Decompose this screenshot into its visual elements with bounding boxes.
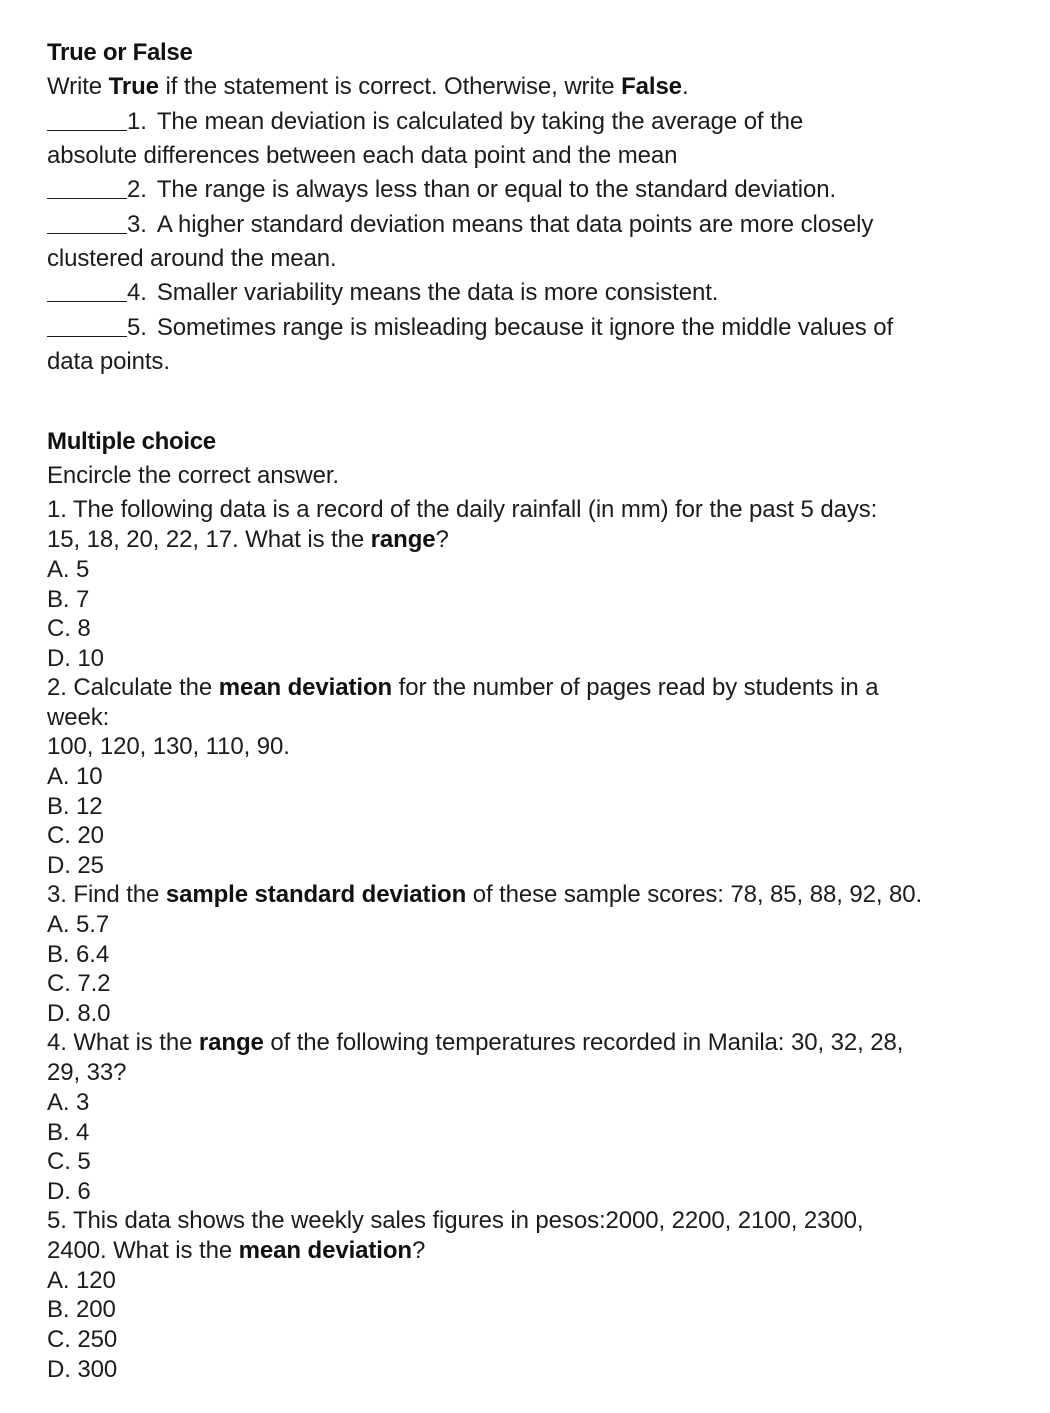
question-1-option-c[interactable]: C. 8 — [47, 615, 91, 642]
question-text: 4. What is the — [47, 1029, 199, 1056]
question-1: 1. The following data is a record of the daily rainfall (in mm) for the past 5 days: — [47, 496, 878, 523]
tf-item-2 — [47, 175, 836, 205]
question-4-option-d[interactable]: D. 6 — [47, 1178, 91, 1205]
instructions-text: if the statement is correct. Otherwise, write — [158, 73, 622, 100]
true-false-instructions — [47, 72, 689, 102]
multiple-choice-title: Multiple choice — [47, 428, 216, 455]
question-5-continued — [47, 1236, 425, 1266]
question-text: 3. Find the — [47, 881, 166, 908]
question-2-continued: week: — [47, 704, 110, 731]
question-text: 2. Calculate the — [47, 674, 219, 701]
item-text: Smaller variability means the data is more consistent. — [156, 279, 719, 306]
tf-item-3-continued: clustered around the mean. — [47, 245, 337, 272]
question-3-option-b[interactable]: B. 6.4 — [47, 941, 110, 968]
keyword-range: range — [198, 1029, 264, 1056]
question-3 — [47, 880, 922, 910]
item-number: 3. — [127, 211, 147, 238]
question-5-option-a[interactable]: A. 120 — [47, 1267, 116, 1294]
question-2-data: 100, 120, 130, 110, 90. — [47, 733, 290, 760]
multiple-choice-instructions: Encircle the correct answer. — [47, 462, 339, 489]
answer-blank-4[interactable] — [47, 281, 127, 302]
question-text: ? — [435, 526, 449, 553]
tf-item-4 — [47, 278, 718, 308]
tf-item-1 — [47, 107, 803, 137]
question-text: of the following temperatures recorded in Manila: 30, 32, 28, — [263, 1029, 904, 1056]
question-4-option-a[interactable]: A. 3 — [47, 1089, 90, 1116]
answer-blank-5[interactable] — [47, 316, 127, 337]
false-keyword: False — [621, 73, 682, 100]
question-text: of these sample scores: 78, 85, 88, 92, 80. — [466, 881, 923, 908]
keyword-sample-standard-deviation: sample standard deviation — [165, 881, 467, 908]
tf-item-3 — [47, 210, 873, 240]
item-text: The mean deviation is calculated by taking the average of the — [156, 108, 804, 135]
question-3-option-d[interactable]: D. 8.0 — [47, 1000, 111, 1027]
keyword-mean-deviation: mean deviation — [218, 674, 393, 701]
keyword-mean-deviation: mean deviation — [238, 1237, 412, 1264]
answer-blank-3[interactable] — [47, 213, 127, 234]
item-text: Sometimes range is misleading because it ignore the middle values of — [156, 314, 894, 341]
tf-item-5-continued: data points. — [47, 348, 170, 375]
question-5-option-d[interactable]: D. 300 — [47, 1356, 118, 1383]
instructions-text: . — [681, 73, 689, 100]
item-number: 1. — [127, 108, 147, 135]
question-2-option-a[interactable]: A. 10 — [47, 763, 103, 790]
answer-blank-1[interactable] — [47, 110, 127, 131]
true-keyword: True — [108, 73, 159, 100]
question-text: for the number of pages read by students in a — [392, 674, 879, 701]
question-4-option-b[interactable]: B. 4 — [47, 1119, 90, 1146]
item-text: The range is always less than or equal to the standard deviation. — [156, 176, 837, 203]
question-1-option-a[interactable]: A. 5 — [47, 556, 90, 583]
question-3-option-c[interactable]: C. 7.2 — [47, 970, 111, 997]
question-text: 2400. What is the — [47, 1237, 239, 1264]
question-4-option-c[interactable]: C. 5 — [47, 1148, 91, 1175]
question-5-option-c[interactable]: C. 250 — [47, 1326, 118, 1353]
answer-blank-2[interactable] — [47, 178, 127, 199]
item-number: 4. — [127, 279, 147, 306]
question-4 — [47, 1028, 903, 1058]
item-number: 2. — [127, 176, 147, 203]
question-2 — [47, 673, 878, 703]
question-2-option-c[interactable]: C. 20 — [47, 822, 104, 849]
item-number: 5. — [127, 314, 147, 341]
question-1-continued — [47, 525, 449, 555]
question-2-option-d[interactable]: D. 25 — [47, 852, 104, 879]
question-text: ? — [411, 1237, 426, 1264]
question-text: 15, 18, 20, 22, 17. What is the — [47, 526, 371, 553]
question-3-option-a[interactable]: A. 5.7 — [47, 911, 110, 938]
question-1-option-d[interactable]: D. 10 — [47, 645, 104, 672]
instructions-text: Write — [47, 73, 109, 100]
item-text: A higher standard deviation means that data points are more closely — [156, 211, 874, 238]
true-false-title: True or False — [47, 39, 193, 66]
tf-item-5 — [47, 313, 893, 343]
tf-item-1-continued: absolute differences between each data point and the mean — [47, 142, 678, 169]
question-4-continued: 29, 33? — [47, 1059, 127, 1086]
question-5-option-b[interactable]: B. 200 — [47, 1296, 116, 1323]
keyword-range: range — [370, 526, 436, 553]
question-2-option-b[interactable]: B. 12 — [47, 793, 103, 820]
question-1-option-b[interactable]: B. 7 — [47, 586, 90, 613]
question-5: 5. This data shows the weekly sales figures in pesos:2000, 2200, 2100, 2300, — [47, 1207, 864, 1234]
